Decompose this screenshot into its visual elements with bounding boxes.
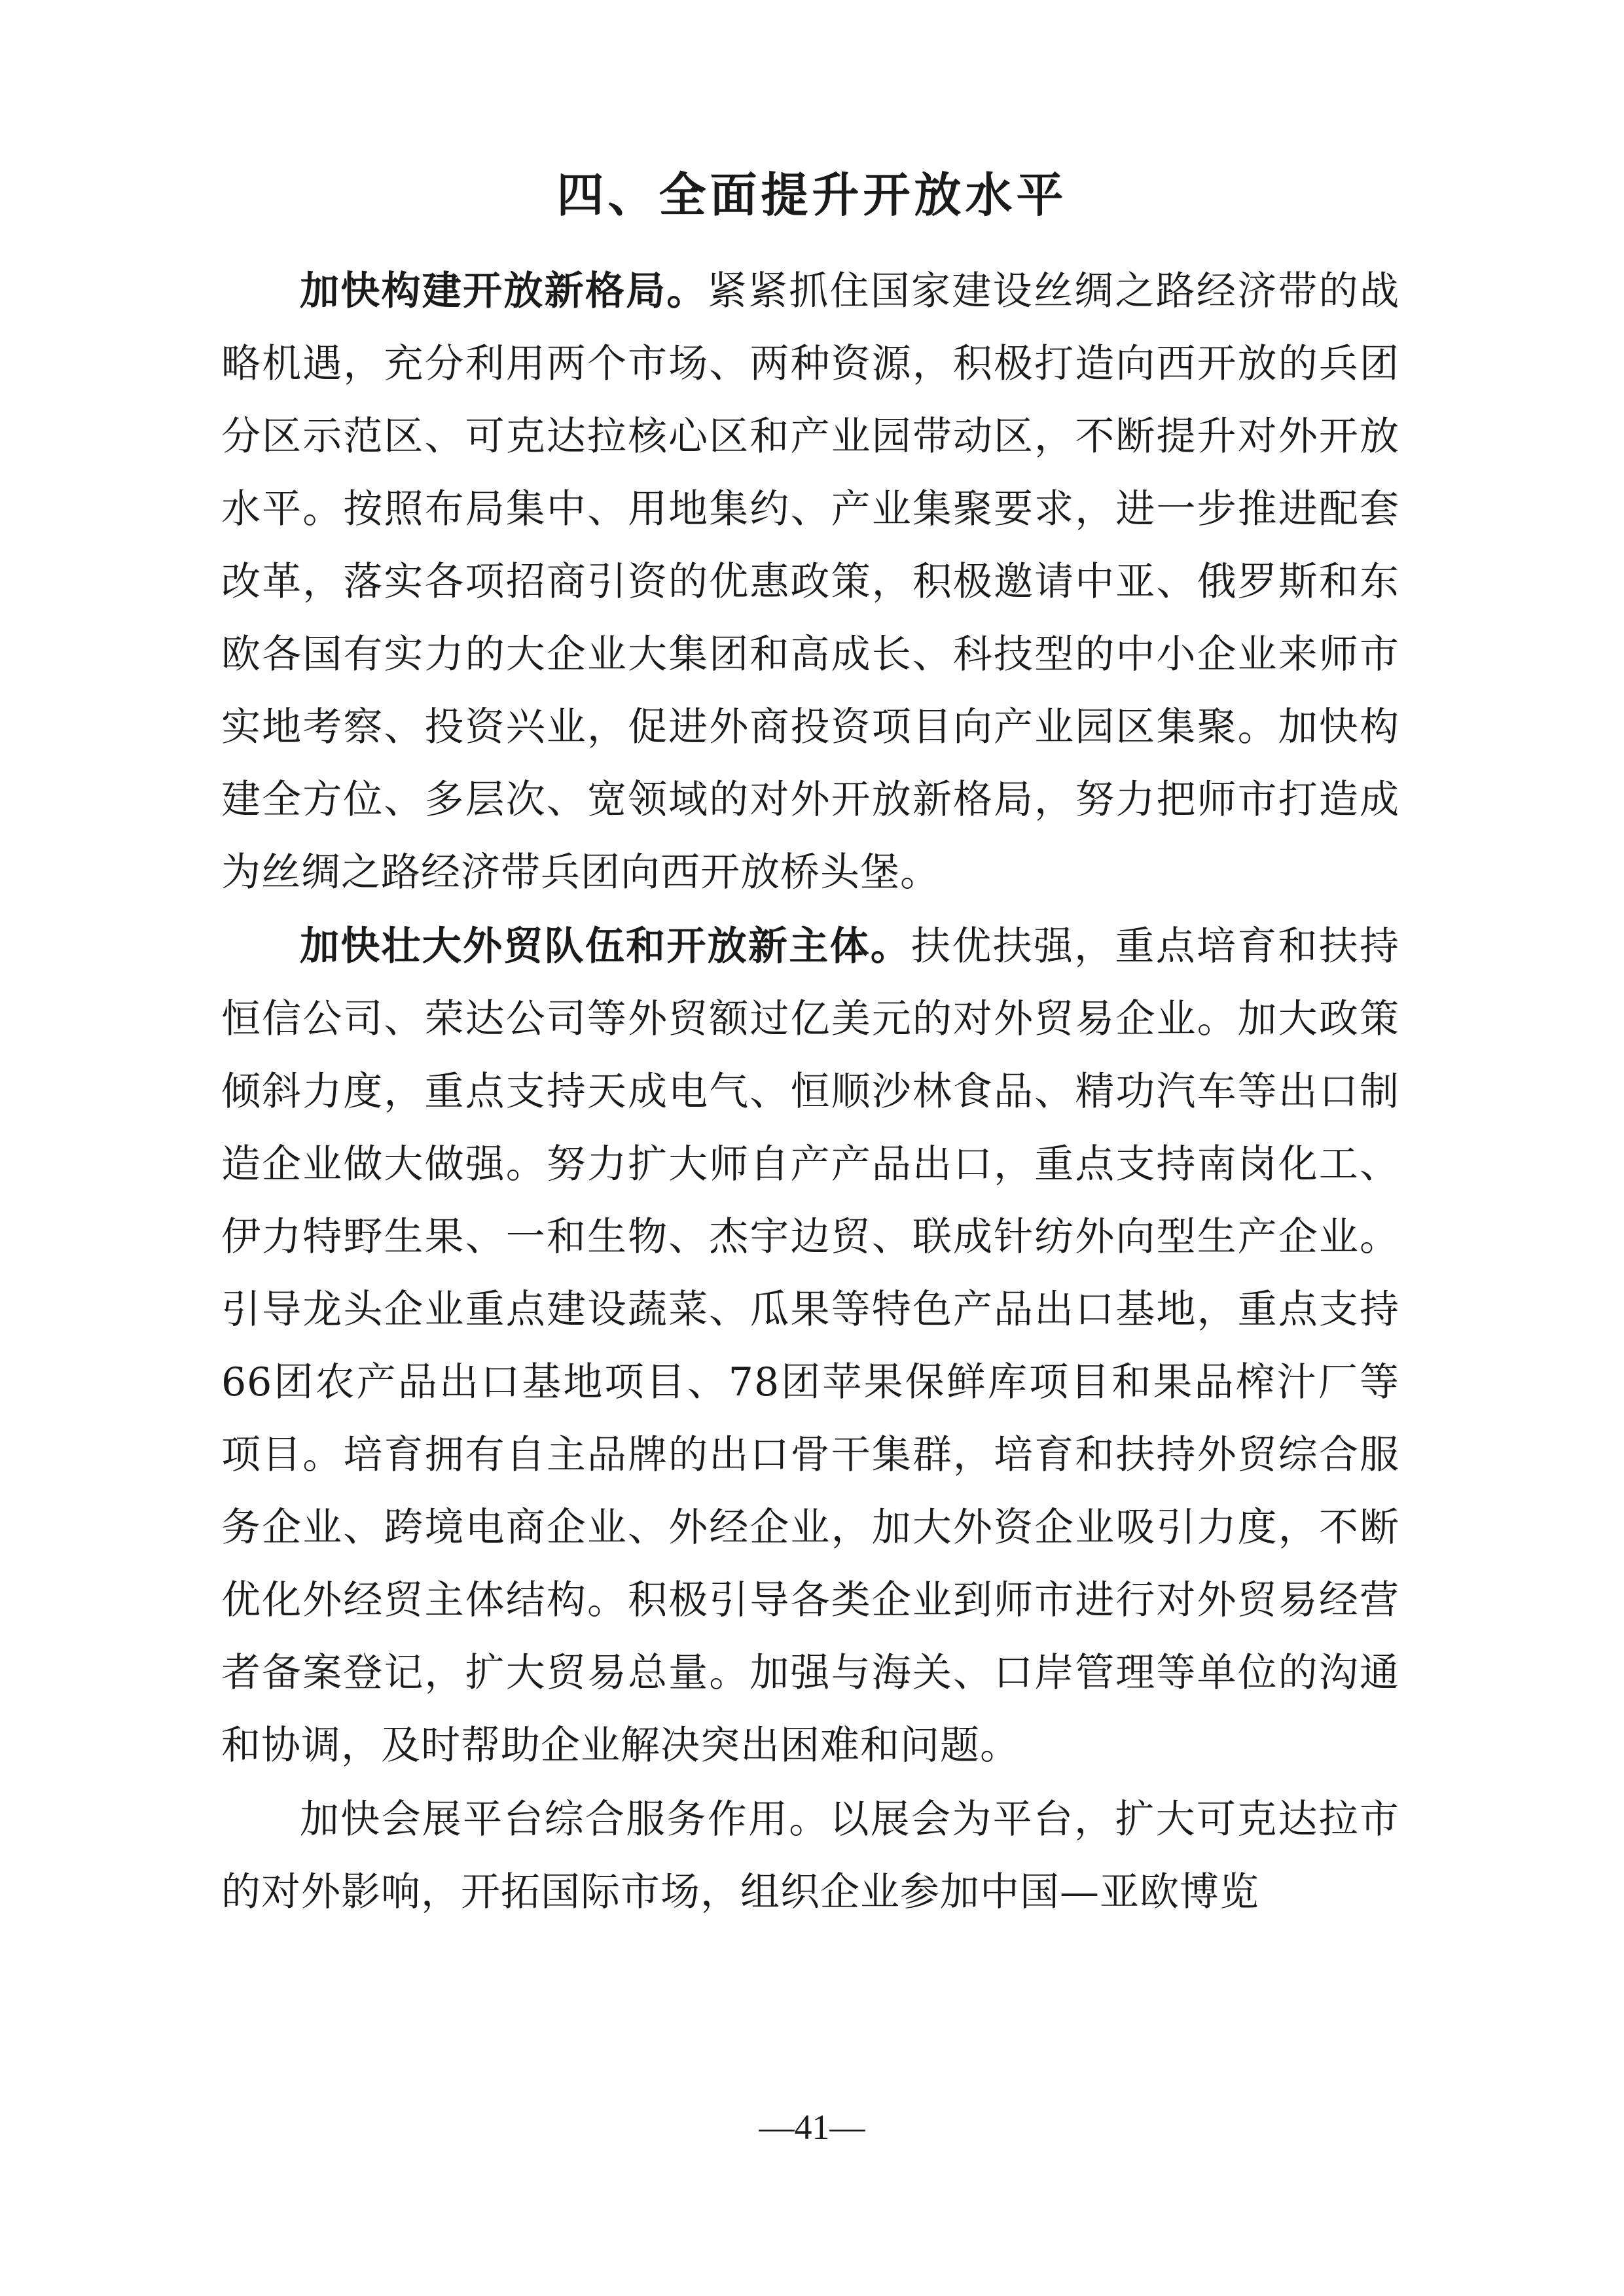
body-text — [221, 255, 1399, 1929]
paragraph-text: 扶优扶强，重点培育和扶持恒信公司、荣达公司等外贸额过亿美元的对外贸易企业。加大政策倾斜力度，重点支持天成电气、恒顺沙林食品、精功汽车等出口制造企业做大做强。努力扩大师自产产品出口，重点支持南岗化工、伊力特野生果、一和生物、杰宇边贸、联成针纺外向型生产企业。引导龙头企业重点建设蔬菜、瓜果等特色产品出口基地，重点支持66团农产品出口基地项目、78团苹果保鲜库项目和果品榨汁厂等项目。培育拥有自主品牌的出口骨干集群，培育和扶持外贸综合服务企业、跨境电商企业、外经企业，加大外资企业吸引力度，不断优化外经贸主体结构。积极引导各类企业到师市进行对外贸易经营者备案登记，扩大贸易总量。加强与海关、口岸管理等单位的沟通和协调，及时帮助企业解决突出困难和问题。 — [221, 924, 1400, 1768]
paragraph — [221, 910, 1399, 1782]
paragraph — [221, 255, 1399, 909]
paragraph-lead: 加快构建开放新格局。 — [300, 268, 708, 314]
page-number: —41— — [759, 2108, 865, 2147]
paragraph-lead: 加快壮大外贸队伍和开放新主体。 — [300, 924, 912, 969]
paragraph — [221, 1784, 1399, 1929]
paragraph-text: 紧紧抓住国家建设丝绸之路经济带的战略机遇，充分利用两个市场、两种资源，积极打造向西开放的兵团分区示范区、可克达拉核心区和产业园带动区，不断提升对外开放水平。按照布局集中、用地集约、产业集聚要求，进一步推进配套改革，落实各项招商引资的优惠政策，积极邀请中亚、俄罗斯和东欧各国有实力的大企业大集团和高成长、科技型的中小企业来师市实地考察、投资兴业，促进外商投资项目向产业园区集聚。加快构建全方位、多层次、宽领域的对外开放新格局，努力把师市打造成为丝绸之路经济带兵团向西开放桥头堡。 — [221, 268, 1400, 895]
page-title: 四、全面提升开放水平 — [556, 168, 1068, 223]
paragraph-text: 加快会展平台综合服务作用。以展会为平台，扩大可克达拉市的对外影响，开拓国际市场，组织企业参加中国—亚欧博览 — [221, 1797, 1399, 1915]
